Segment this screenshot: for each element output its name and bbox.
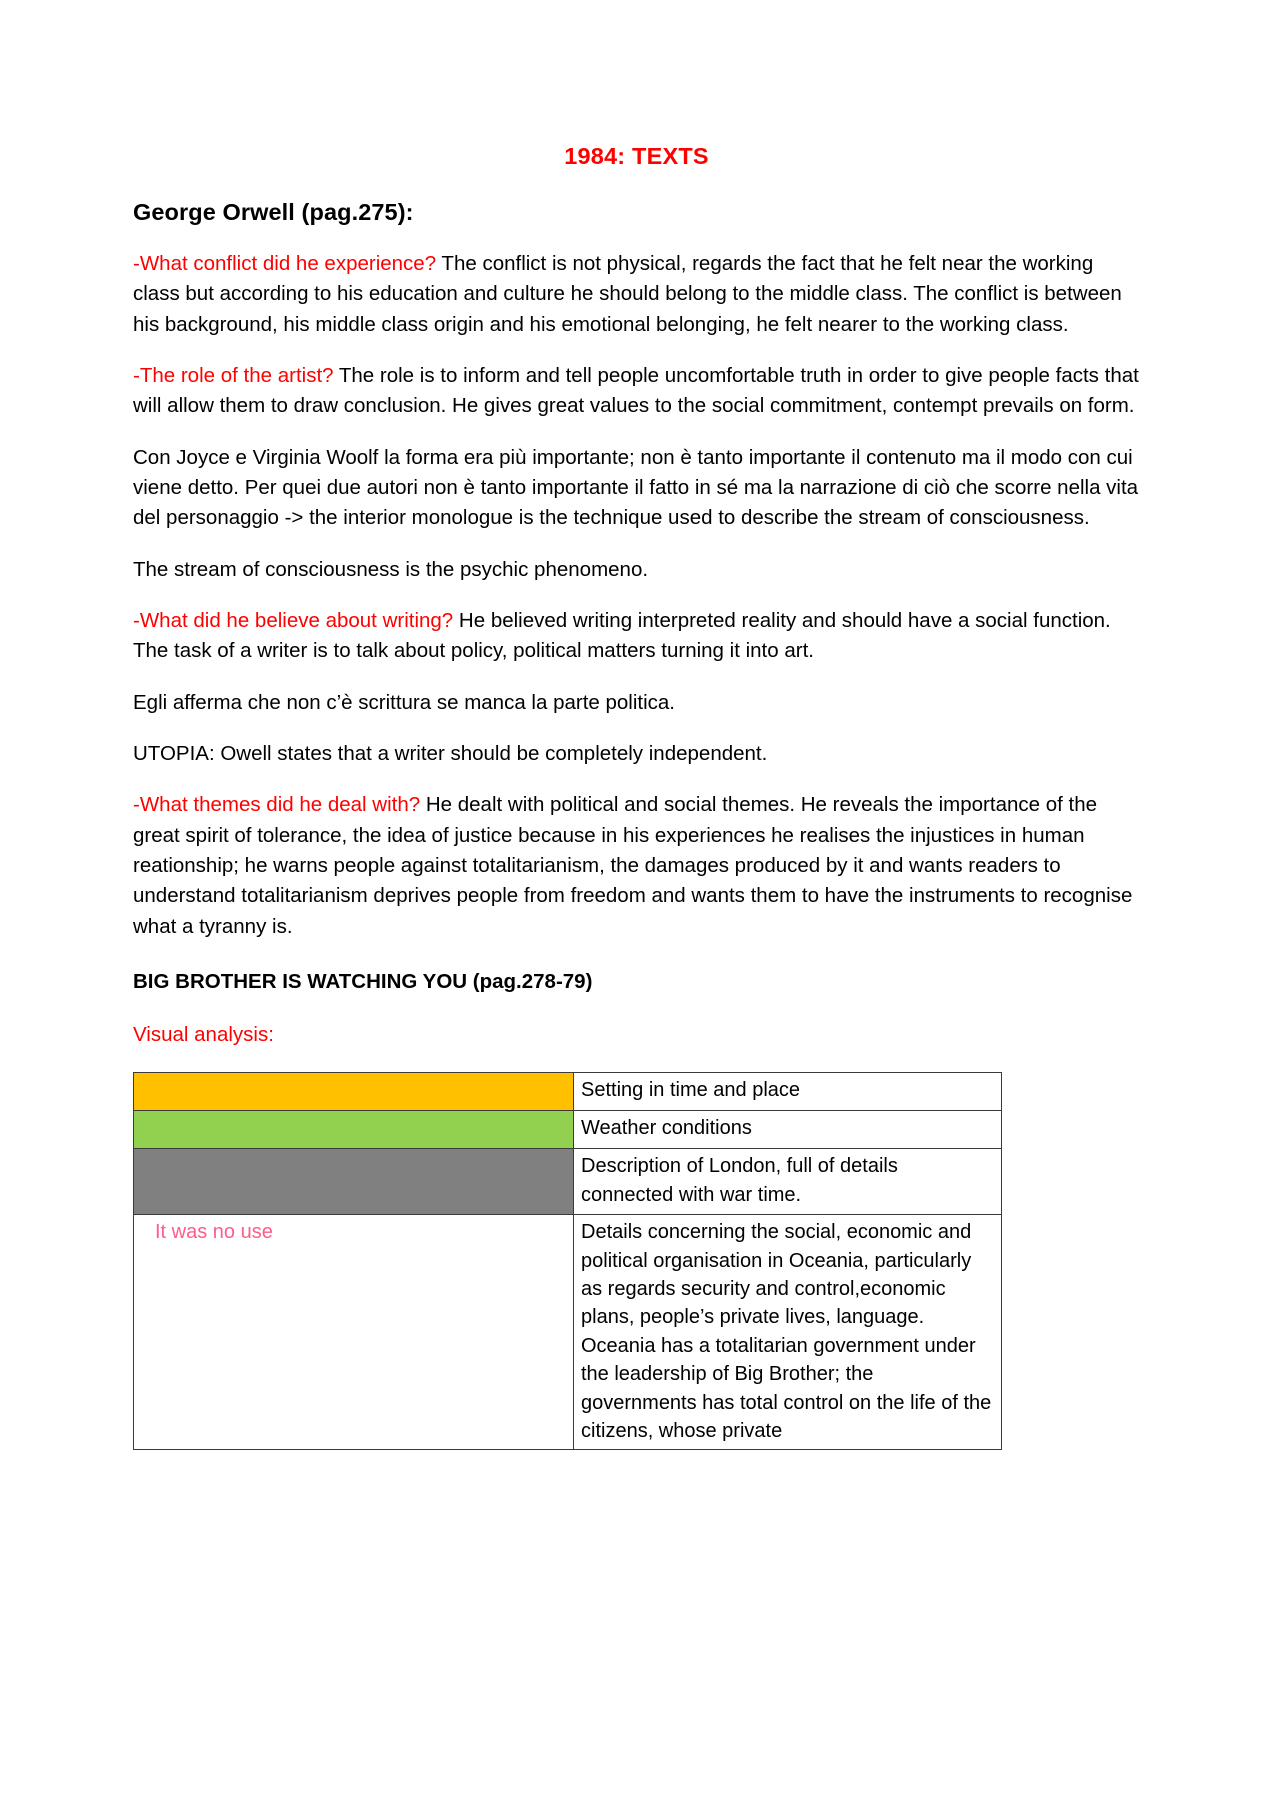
table-cell-description: Description of London, full of details connected with war time.	[574, 1149, 1002, 1215]
paragraph-utopia	[133, 739, 1140, 769]
paragraph-artist-role	[133, 361, 1140, 422]
table-row	[134, 1215, 1002, 1450]
paragraph-writing-belief	[133, 606, 1140, 667]
section-heading-author: George Orwell (pag.275):	[133, 199, 414, 226]
visual-analysis-label: Visual analysis:	[133, 1022, 274, 1046]
color-swatch-gray	[134, 1149, 574, 1215]
table-cell-description: Weather conditions	[574, 1111, 1002, 1149]
answer-text-artist-role: The role is to inform and tell people uncomfortable truth in order to give people facts that will allow them to draw conclusion. He gives great values to the social commitment, contempt prevails on form.	[133, 363, 1139, 418]
sub-heading-big-brother: BIG BROTHER IS WATCHING YOU (pag.278-79)	[133, 969, 593, 993]
question-label-writing-belief: -What did he believe about writing?	[133, 608, 454, 632]
visual-analysis-table	[133, 1072, 1002, 1450]
paragraph-text-egli-afferma: Egli afferma che non c’è scrittura se manca la parte politica.	[133, 690, 675, 714]
answer-text-conflict: The conflict is not physical, regards the fact that he felt near the working class but according to his education and culture he should belong to the middle class. The conflict is between his background, his middle class origin and his emotional belonging, he felt nearer to the working class.	[133, 251, 1122, 336]
paragraph-stream-of-consciousness	[133, 555, 1140, 585]
answer-text-writing-belief: He believed writing interpreted reality and should have a social function. The task of a writer is to talk about policy, political matters turning it into art.	[133, 608, 1111, 663]
table-cell-description: Setting in time and place	[574, 1073, 1002, 1111]
paragraph-text-stream: The stream of consciousness is the psychic phenomeno.	[133, 557, 649, 581]
paragraph-themes	[133, 790, 1140, 942]
answer-text-themes: He dealt with political and social themes. He reveals the importance of the great spirit of tolerance, the idea of justice because in his experiences he realises the injustices in human reationship; he warns people against totalitarianism, the damages produced by it and wants readers to understand totalitarianism deprives people from freedom and wants them to have the instruments to recognise what a tyranny is.	[133, 793, 1133, 938]
table-row	[134, 1073, 1002, 1111]
quote-text: It was no use	[155, 1221, 273, 1244]
paragraph-joyce-woolf-italian	[133, 443, 1140, 534]
color-swatch-green	[134, 1111, 574, 1149]
table-row	[134, 1111, 1002, 1149]
paragraph-conflict	[133, 249, 1140, 340]
question-label-themes: -What themes did he deal with?	[133, 793, 421, 817]
paragraph-text-utopia: UTOPIA: Owell states that a writer should be completely independent.	[133, 741, 768, 765]
paragraph-text-joyce-woolf: Con Joyce e Virginia Woolf la forma era più importante; non è tanto importante il contenuto ma il modo con cui viene detto. Per quei due autori non è tanto importante il fatto in sé ma la narrazione di ciò che scorre nella vita del personaggio -> the interior monologue is the technique used to describe the stream of consciousness.	[133, 445, 1139, 530]
question-label-artist-role: -The role of the artist?	[133, 363, 334, 387]
table-row	[134, 1149, 1002, 1215]
quote-cell	[134, 1215, 574, 1450]
page-title: 1984: TEXTS	[564, 143, 709, 169]
table-cell-description: Details concerning the social, economic and political organisation in Oceania, particularly as regards security and control,economic plans, people’s private lives, language. Oceania has a totalitarian government under the leadership of Big Brother; the governments has total control on the life of the citizens, whose private	[574, 1215, 1002, 1450]
color-swatch-orange	[134, 1073, 574, 1111]
question-label-conflict: -What conflict did he experience?	[133, 251, 437, 275]
paragraph-egli-afferma-italian	[133, 688, 1140, 718]
